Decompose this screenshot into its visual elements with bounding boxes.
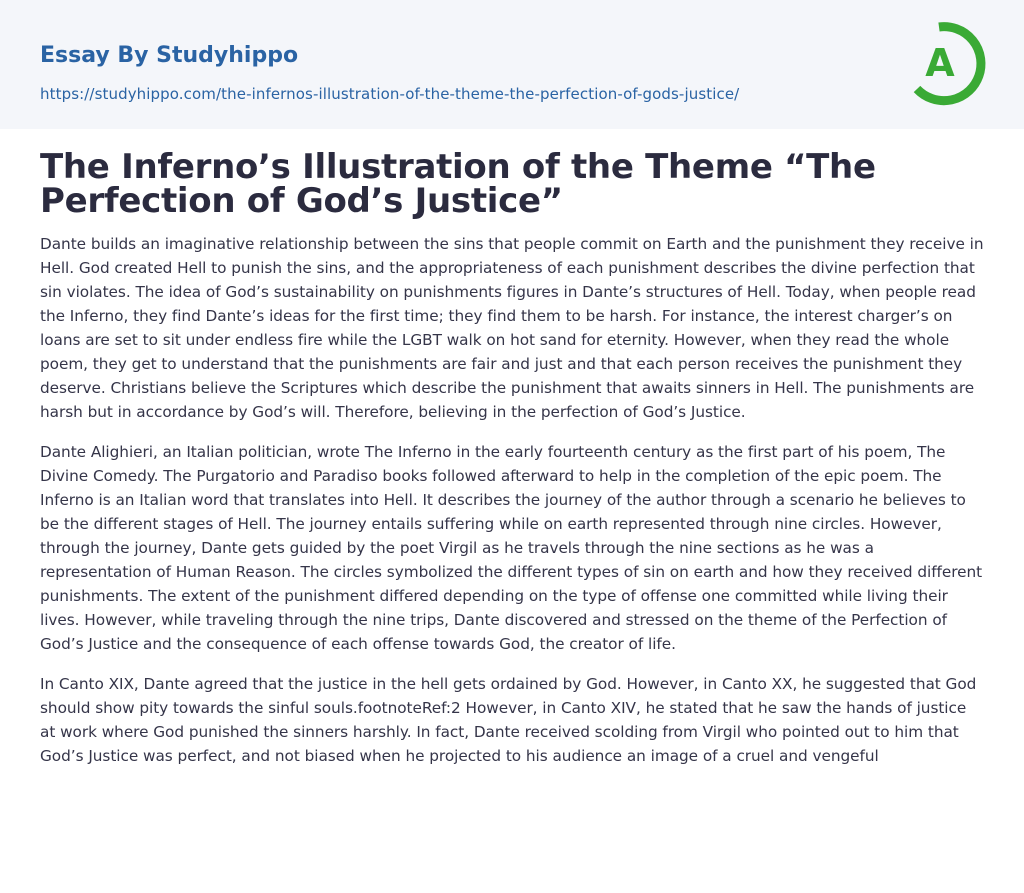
essay-content bbox=[40, 147, 984, 768]
studyhippo-logo-icon[interactable] bbox=[908, 16, 988, 108]
site-title[interactable]: Essay By Studyhippo bbox=[40, 43, 299, 68]
essay-paragraph-3: In Canto XIX, Dante agreed that the justice in the hell gets ordained by God. However, in Canto XX, he suggested that God should show pity towards the sinful souls.footnoteRef:2 However, in Canto XIV, he stated that he saw the hands of justice at work where God punished the sinners harshly. In fact, Dante received scolding from Virgil who pointed out to him that God’s Justice was perfect, and not biased when he projected to his audience an image of a cruel and vengeful bbox=[40, 675, 977, 765]
essay-paragraph-2: Dante Alighieri, an Italian politician, wrote The Inferno in the early fourteenth century as the first part of his poem, The Divine Comedy. The Purgatorio and Paradiso books followed afterward to help in the completion of the epic poem. The Inferno is an Italian word that translates into Hell. It describes the journey of the author through a scenario he believes to be the different stages of Hell. The journey entails suffering while on earth represented through nine circles. However, through the journey, Dante gets guided by the poet Virgil as he travels through the nine sections as he was a representation of Human Reason. The circles symbolized the different types of sin on earth and how they received different punishments. The extent of the punishment differed depending on the type of offense one committed while living their lives. However, while traveling through the nine trips, Dante discovered and stressed on the theme of the Perfection of God’s Justice and the consequence of each offense towards God, the creator of life. bbox=[40, 443, 983, 653]
essay-title: The Inferno’s Illustration of the Theme “The Perfection of God’s Justice” bbox=[40, 147, 876, 221]
essay-paragraph-1: Dante builds an imaginative relationship between the sins that people commit on Earth and the punishment they receive in Hell. God created Hell to punish the sins, and the appropriateness of each punishment describes the divine perfection that sin violates. The idea of God’s sustainability on punishments figures in Dante’s structures of Hell. Today, when people read the Inferno, they find Dante’s ideas for the first time; they find them to be harsh. For instance, the interest charger’s on loans are set to sit under endless fire while the LGBT walk on hot sand for eternity. However, when they read the whole poem, they get to understand that the punishments are fair and just and that each person receives the punishment they deserve. Christians believe the Scriptures which describe the punishment that awaits sinners in Hell. The punishments are harsh but in accordance by God’s will. Therefore, believing in the perfection of God’s Justice. bbox=[40, 235, 984, 421]
logo-letter: A bbox=[925, 41, 955, 85]
site-header bbox=[0, 0, 1024, 129]
source-url-link[interactable]: https://studyhippo.com/the-infernos-illustration-of-the-theme-the-perfection-of-gods-justice/ bbox=[40, 85, 740, 103]
